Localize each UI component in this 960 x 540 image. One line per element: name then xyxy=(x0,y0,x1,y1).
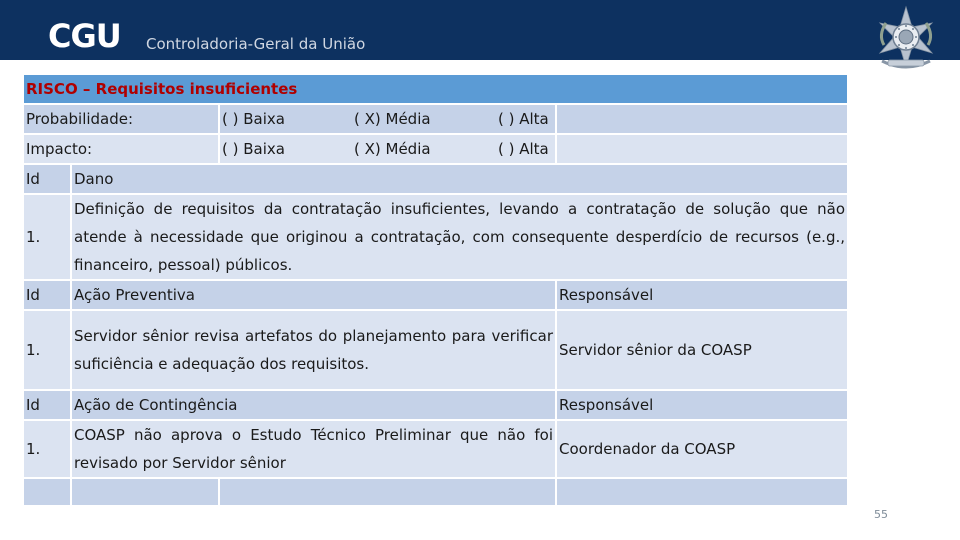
empty-cell xyxy=(71,478,219,506)
probability-spacer xyxy=(556,104,848,134)
impact-spacer xyxy=(556,134,848,164)
empty-cell xyxy=(219,478,556,506)
damage-id: 1. xyxy=(23,194,71,280)
contingency-text: COASP não aprova o Estudo Técnico Preliminar que não foi revisado por Servidor sênior xyxy=(71,420,556,478)
cgu-logo: CGU xyxy=(48,17,121,55)
cgu-logo-text: Controladoria-Geral da União xyxy=(146,35,366,53)
empty-row xyxy=(23,478,848,506)
probability-options xyxy=(219,104,556,134)
damage-text: Definição de requisitos da contratação insuficientes, levando a contratação de solução que não atende à necessidade que originou a contratação, com consequente desperdício de recursos (e.g., financeiro, pessoal) públicos. xyxy=(71,194,848,280)
impact-label: Impacto: xyxy=(23,134,219,164)
impact-row xyxy=(23,134,848,164)
damage-header-row xyxy=(23,164,848,194)
preventive-id: 1. xyxy=(23,310,71,390)
contingency-id-header: Id xyxy=(23,390,71,420)
contingency-row xyxy=(23,420,848,478)
contingency-id: 1. xyxy=(23,420,71,478)
contingency-header: Ação de Contingência xyxy=(71,390,556,420)
contingency-resp-header: Responsável xyxy=(556,390,848,420)
probability-medium: ( X) Média xyxy=(354,110,431,128)
probability-row xyxy=(23,104,848,134)
damage-row xyxy=(23,194,848,280)
contingency-responsible: Coordenador da COASP xyxy=(556,420,848,478)
preventive-responsible: Servidor sênior da COASP xyxy=(556,310,848,390)
risk-title-row xyxy=(23,74,848,104)
risk-table xyxy=(22,73,849,507)
preventive-header: Ação Preventiva xyxy=(71,280,556,310)
impact-high: ( ) Alta xyxy=(498,140,549,158)
impact-low: ( ) Baixa xyxy=(222,140,285,158)
damage-id-header: Id xyxy=(23,164,71,194)
probability-low: ( ) Baixa xyxy=(222,110,285,128)
impact-medium: ( X) Média xyxy=(354,140,431,158)
damage-header: Dano xyxy=(71,164,848,194)
probability-high: ( ) Alta xyxy=(498,110,549,128)
risk-title: RISCO – Requisitos insuficientes xyxy=(23,74,848,104)
preventive-row xyxy=(23,310,848,390)
coat-of-arms-icon xyxy=(872,5,940,73)
empty-cell xyxy=(23,478,71,506)
preventive-text: Servidor sênior revisa artefatos do planejamento para verificar suficiência e adequação dos requisitos. xyxy=(71,310,556,390)
preventive-resp-header: Responsável xyxy=(556,280,848,310)
preventive-id-header: Id xyxy=(23,280,71,310)
contingency-header-row xyxy=(23,390,848,420)
header-bar xyxy=(0,0,960,60)
preventive-header-row xyxy=(23,280,848,310)
page-number: 55 xyxy=(874,508,888,521)
impact-options xyxy=(219,134,556,164)
probability-label: Probabilidade: xyxy=(23,104,219,134)
empty-cell xyxy=(556,478,848,506)
